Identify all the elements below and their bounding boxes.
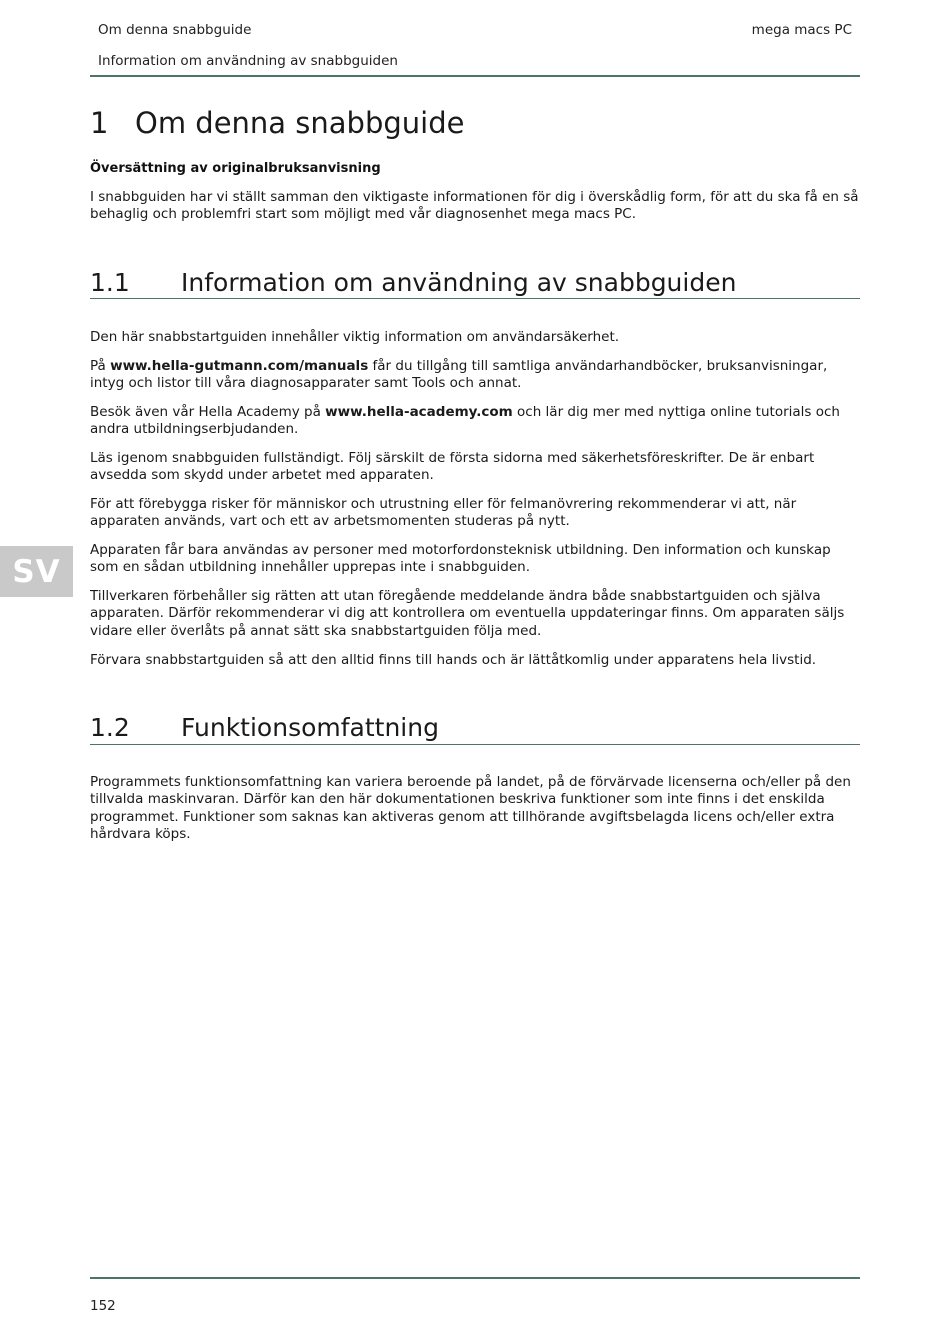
running-header-chapter: Om denna snabbguide (98, 22, 252, 38)
section-1-2-paragraph-1: Programmets funktionsomfattning kan variera beroende på landet, på de förvärvade licenserna och/eller på den tillvalda maskinvaran. Därför kan den här dokumentationen beskriva funktioner som inte finns i det enskilda programmet. Funktioner som saknas kan aktiveras genom att tillhörande avgiftsbelagda licens och/eller extra hårdvara köps. (90, 774, 851, 843)
section-1-1-divider (90, 298, 860, 299)
section-1-1-paragraph-6: Apparaten får bara användas av personer med motorfordonsteknisk utbildning. Den information och kunskap som en sådan utbildning innehåller upprepas inte i snabbguiden. (90, 542, 831, 576)
section-1-1-paragraph-3: Besök även vår Hella Academy på www.hella-academy.com och lär dig mer med nyttiga online tutorials och andra utbildningserbjudanden. (90, 404, 840, 438)
running-header-section: Information om användning av snabbguiden (98, 53, 398, 69)
chapter-intro: I snabbguiden har vi ställt samman den viktigaste informationen för dig i överskådlig form, för att du ska få en så behaglig och problemfri start som möjligt med vår diagnosenhet mega macs PC. (90, 189, 859, 223)
academy-link[interactable]: www.hella-academy.com (325, 404, 513, 420)
page-number: 152 (90, 1298, 116, 1314)
footer-divider (90, 1277, 860, 1279)
section-1-1-heading (90, 268, 736, 297)
section-1-1-paragraph-1: Den här snabbstartguiden innehåller viktig information om användarsäkerhet. (90, 329, 620, 345)
chapter-heading (90, 106, 464, 140)
language-tab: SV (0, 546, 73, 597)
header-divider (90, 75, 860, 77)
chapter-number: 1 (90, 106, 109, 140)
section-1-2-heading (90, 713, 439, 742)
section-1-1-paragraph-7: Tillverkaren förbehåller sig rätten att utan föregående meddelande ändra både snabbstartguiden och själva apparaten. Därför rekommenderar vi dig att kontrollera om eventuella uppdateringar finns. Om apparaten säljs vidare eller överlåts på annat sätt ska snabbstartguiden följa med. (90, 588, 845, 639)
chapter-subtitle: Översättning av originalbruksanvisning (90, 161, 381, 176)
section-1-1-paragraph-2: På www.hella-gutmann.com/manuals får du tillgång till samtliga användarhandböcker, bruksanvisningar, intyg och listor till våra diagnosapparater samt Tools och annat. (90, 358, 828, 392)
section-1-2-number: 1.2 (90, 713, 130, 742)
section-1-1-paragraph-4: Läs igenom snabbguiden fullständigt. Följ särskilt de första sidorna med säkerhetsföreskrifter. De är enbart avsedda som skydd under arbetet med apparaten. (90, 450, 815, 484)
running-header-product: mega macs PC (751, 22, 852, 38)
section-1-2-divider (90, 744, 860, 745)
manuals-link[interactable]: www.hella-gutmann.com/manuals (110, 358, 369, 374)
section-1-2-title: Funktionsomfattning (181, 713, 439, 742)
chapter-title: Om denna snabbguide (135, 106, 465, 140)
section-1-1-paragraph-8: Förvara snabbstartguiden så att den alltid finns till hands och är lättåtkomlig under apparatens hela livstid. (90, 652, 817, 668)
section-1-1-paragraph-5: För att förebygga risker för människor och utrustning eller för felmanövrering rekommenderar vi att, när apparaten används, vart och ett av arbetsmomenten studeras på nytt. (90, 496, 797, 530)
section-1-1-title: Information om användning av snabbguiden (181, 268, 737, 297)
section-1-1-number: 1.1 (90, 268, 130, 297)
